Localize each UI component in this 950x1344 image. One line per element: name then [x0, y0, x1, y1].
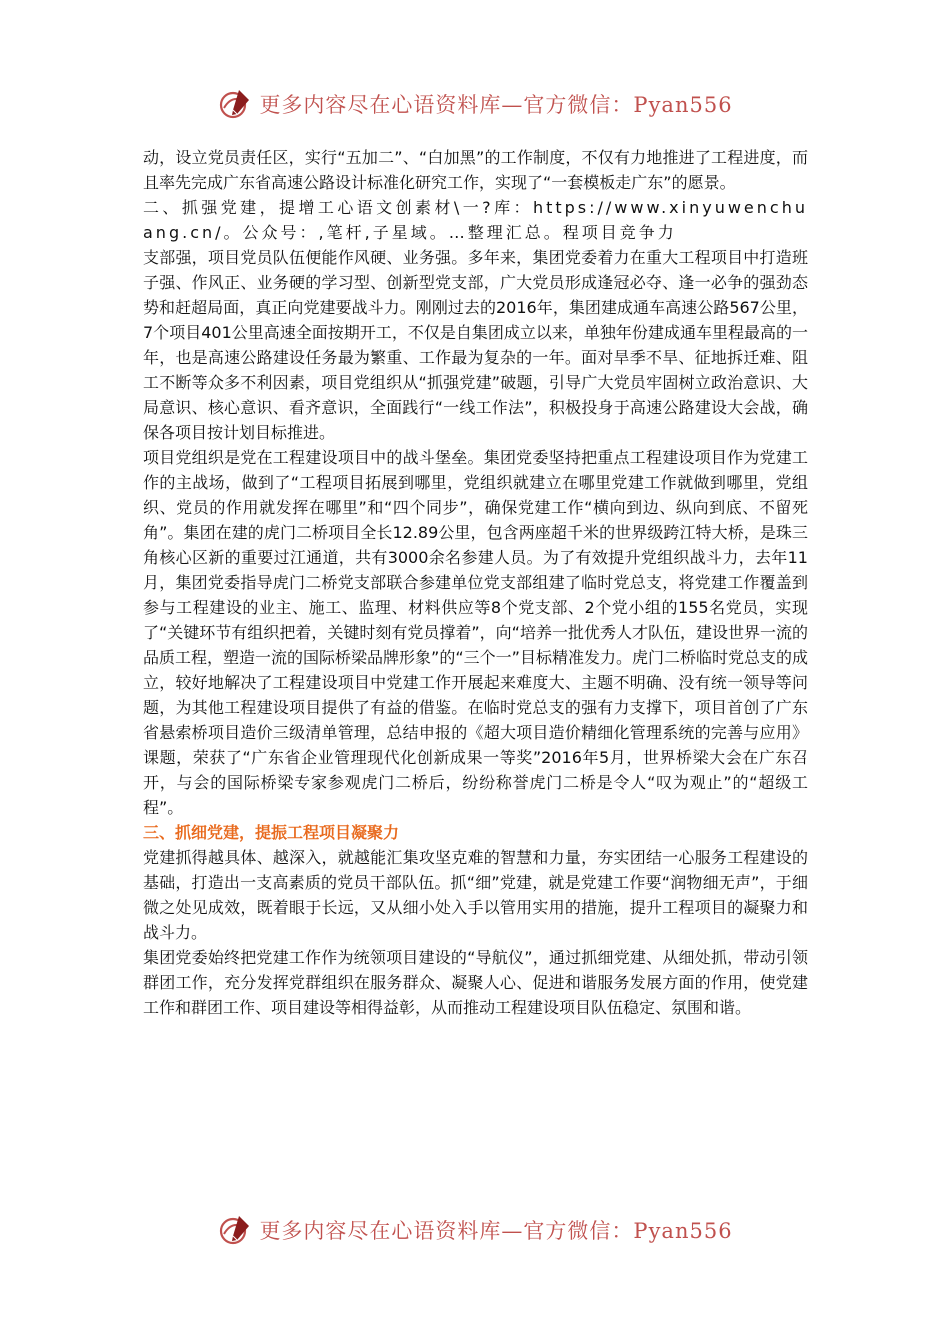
footer-banner	[0, 1210, 950, 1250]
document-body	[143, 145, 808, 1020]
paragraph-4: 党建抓得越具体、越深入，就越能汇集攻坚克难的智慧和力量，夯实团结一心服务工程建设的基础，打造出一支高素质的党员干部队伍。抓“细”党建，就是党建工作要“润物细无声”，于细微之处见成效，既着眼于长远，又从细小处入手以管用实用的措施，提升工程项目的凝聚力和战斗力。	[143, 848, 808, 942]
paragraph-1: 动，设立党员责任区，实行“五加二”、“白加黑”的工作制度，不仅有力地推进了工程进度，而且率先完成广东省高速公路设计标准化研究工作，实现了“一套模板走广东”的愿景。	[143, 148, 808, 192]
paragraph-2: 支部强，项目党员队伍便能作风硬、业务强。多年来，集团党委着力在重大工程项目中打造班子强、作风正、业务硬的学习型、创新型党支部，广大党员形成逢冠必夺、逢一必争的强劲态势和赶超局面，真正向党建要战斗力。刚刚过去的2016年，集团建成通车高速公路567公里，7个项目401公里高速全面按期开工，不仅是自集团成立以来，单独年份建成通车里程最高的一年，也是高速公路建设任务最为繁重、工作最为复杂的一年。面对旱季不旱、征地拆迁难、阻工不断等众多不利因素，项目党组织从“抓强党建”破题，引导广大党员牢固树立政治意识、大局意识、核心意识、看齐意识，全面践行“一线工作法”，积极投身于高速公路建设大会战，确保各项目按计划目标推进。	[143, 248, 808, 442]
section-heading-3: 三、抓细党建，提振工程项目凝聚力	[143, 823, 400, 842]
paragraph-5: 集团党委始终把党建工作作为统领项目建设的“导航仪”，通过抓细党建、从细处抓，带动引领群团工作，充分发挥党群组织在服务群众、凝聚人心、促进和谐服务发展方面的作用，使党建工作和群团工作、项目建设等相得益彰，从而推动工程建设项目队伍稳定、氛围和谐。	[143, 948, 808, 1017]
banner-text: 更多内容尽在心语资料库—官方微信：Pyan556	[259, 1219, 733, 1243]
pen-swirl-logo-icon	[217, 1212, 253, 1248]
pen-swirl-logo-icon	[217, 86, 253, 122]
paragraph-3: 项目党组织是党在工程建设项目中的战斗堡垒。集团党委坚持把重点工程建设项目作为党建工作的主战场，做到了“工程项目拓展到哪里，党组织就建立在哪里党建工作就做到哪里，党组织、党员的作用就发挥在哪里”和“四个同步”，确保党建工作“横向到边、纵向到底、不留死角”。集团在建的虎门二桥项目全长12.89公里，包含两座超千米的世界级跨江特大桥，是珠三角核心区新的重要过江通道，共有3000余名参建人员。为了有效提升党组织战斗力，去年11月，集团党委指导虎门二桥党支部联合参建单位党支部组建了临时党总支，将党建工作覆盖到参与工程建设的业主、施工、监理、材料供应等8个党支部、2个党小组的155名党员，实现了“关键环节有组织把着，关键时刻有党员撑着”，向“培养一批优秀人才队伍，建设世界一流的品质工程，塑造一流的国际桥梁品牌形象”的“三个一”目标精准发力。虎门二桥临时党总支的成立，较好地解决了工程建设项目中党建工作开展起来难度大、主题不明确、没有统一领导等问题，为其他工程建设项目提供了有益的借鉴。在临时党总支的强有力支撑下，项目首创了广东省悬索桥项目造价三级清单管理，总结申报的《超大项目造价精细化管理系统的完善与应用》课题，荣获了“广东省企业管理现代化创新成果一等奖”2016年5月，世界桥梁大会在广东召开，与会的国际桥梁专家参观虎门二桥后，纷纷称誉虎门二桥是令人“叹为观止”的“超级工程”。	[143, 448, 808, 817]
header-banner	[0, 84, 950, 124]
banner-text: 更多内容尽在心语资料库—官方微信：Pyan556	[259, 93, 733, 117]
section-heading-2: 二、抓强党建，提增工心语文创素材\一?库：https://www.xinyuwenchuang.cn/。公众号：,笔杆,子星域。…整理汇总。程项目竞争力	[143, 198, 808, 242]
